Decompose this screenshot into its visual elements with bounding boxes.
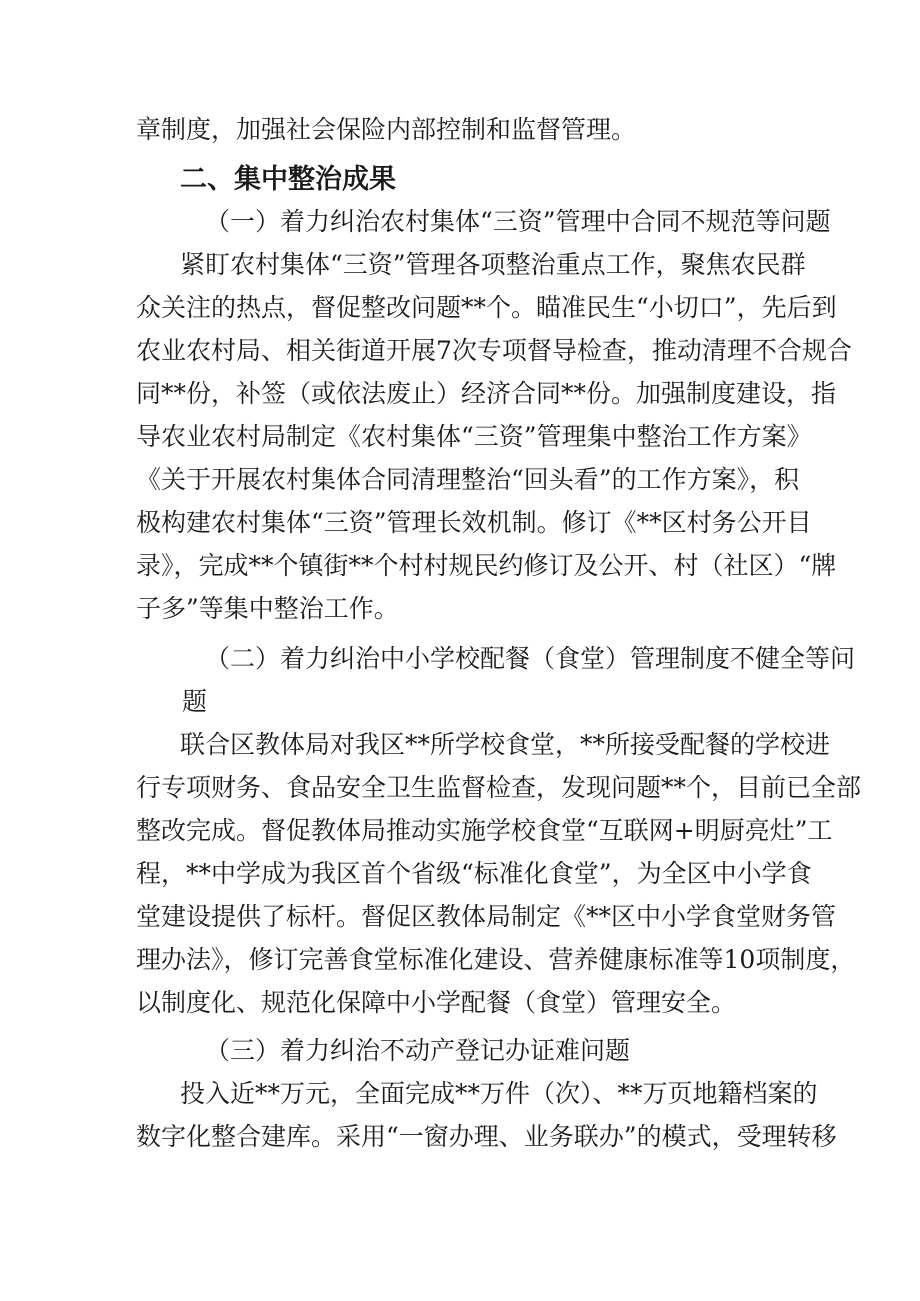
paragraph-line: 程，**中学成为我区首个省级“标准化食堂”，为全区中小学食 (136, 859, 812, 888)
subsection-heading: （一）着力纠治农村集体“三资”管理中合同不规范等问题 (205, 207, 831, 236)
paragraph-line: 投入近**万元，全面完成**万件（次）、**万页地籍档案的 (180, 1079, 818, 1108)
subsection-heading: （三）着力纠治不动产登记办证难问题 (205, 1036, 631, 1065)
paragraph-line: 数字化整合建库。采用“一窗办理、业务联办”的模式，受理转移 (136, 1122, 837, 1151)
paragraph-line: 行专项财务、食品安全卫生监督检查，发现问题**个，目前已全部 (136, 773, 862, 802)
paragraph-line: 理办法》，修订完善食堂标准化建设、营养健康标准等10项制度， (136, 945, 856, 974)
paragraph-line: 导农业农村局制定《农村集体“三资”管理集中整治工作方案》 (136, 422, 812, 451)
paragraph-line: 联合区教体局对我区**所学校食堂，**所接受配餐的学校进 (180, 730, 831, 759)
paragraph-line: 紧盯农村集体“三资”管理各项整治重点工作，聚焦农民群 (180, 250, 806, 279)
paragraph-line: 农业农村局、相关街道开展7次专项督导检查，推动清理不合规合 (136, 336, 852, 365)
paragraph-line: 整改完成。督促教体局推动实施学校食堂“互联网+明厨亮灶”工 (136, 816, 833, 845)
subsection-heading-continued: 题 (182, 687, 208, 716)
paragraph-line: 众关注的热点，督促整改问题**个。瞄准民生“小切口”，先后到 (136, 293, 837, 322)
paragraph-line: 录》，完成**个镇街**个村村规民约修订及公开、村（社区）“牌 (136, 551, 837, 580)
paragraph-line: 以制度化、规范化保障中小学配餐（食堂）管理安全。 (136, 988, 737, 1017)
paragraph-line: 同**份，补签（或依法废止）经济合同**份。加强制度建设，指 (136, 379, 837, 408)
paragraph-line: 堂建设提供了标杆。督促区教体局制定《**区中小学食堂财务管 (136, 902, 837, 931)
section-title: 二、集中整治成果 (180, 164, 396, 195)
intro-paragraph-line: 章制度，加强社会保险内部控制和监督管理。 (136, 115, 637, 144)
paragraph-line: 《关于开展农村集体合同清理整治“回头看”的工作方案》，积 (136, 465, 800, 494)
paragraph-line: 极构建农村集体“三资”管理长效机制。修订《**区村务公开目 (136, 508, 812, 537)
subsection-heading: （二）着力纠治中小学校配餐（食堂）管理制度不健全等问 (205, 644, 856, 673)
paragraph-line: 子多”等集中整治工作。 (136, 594, 399, 623)
